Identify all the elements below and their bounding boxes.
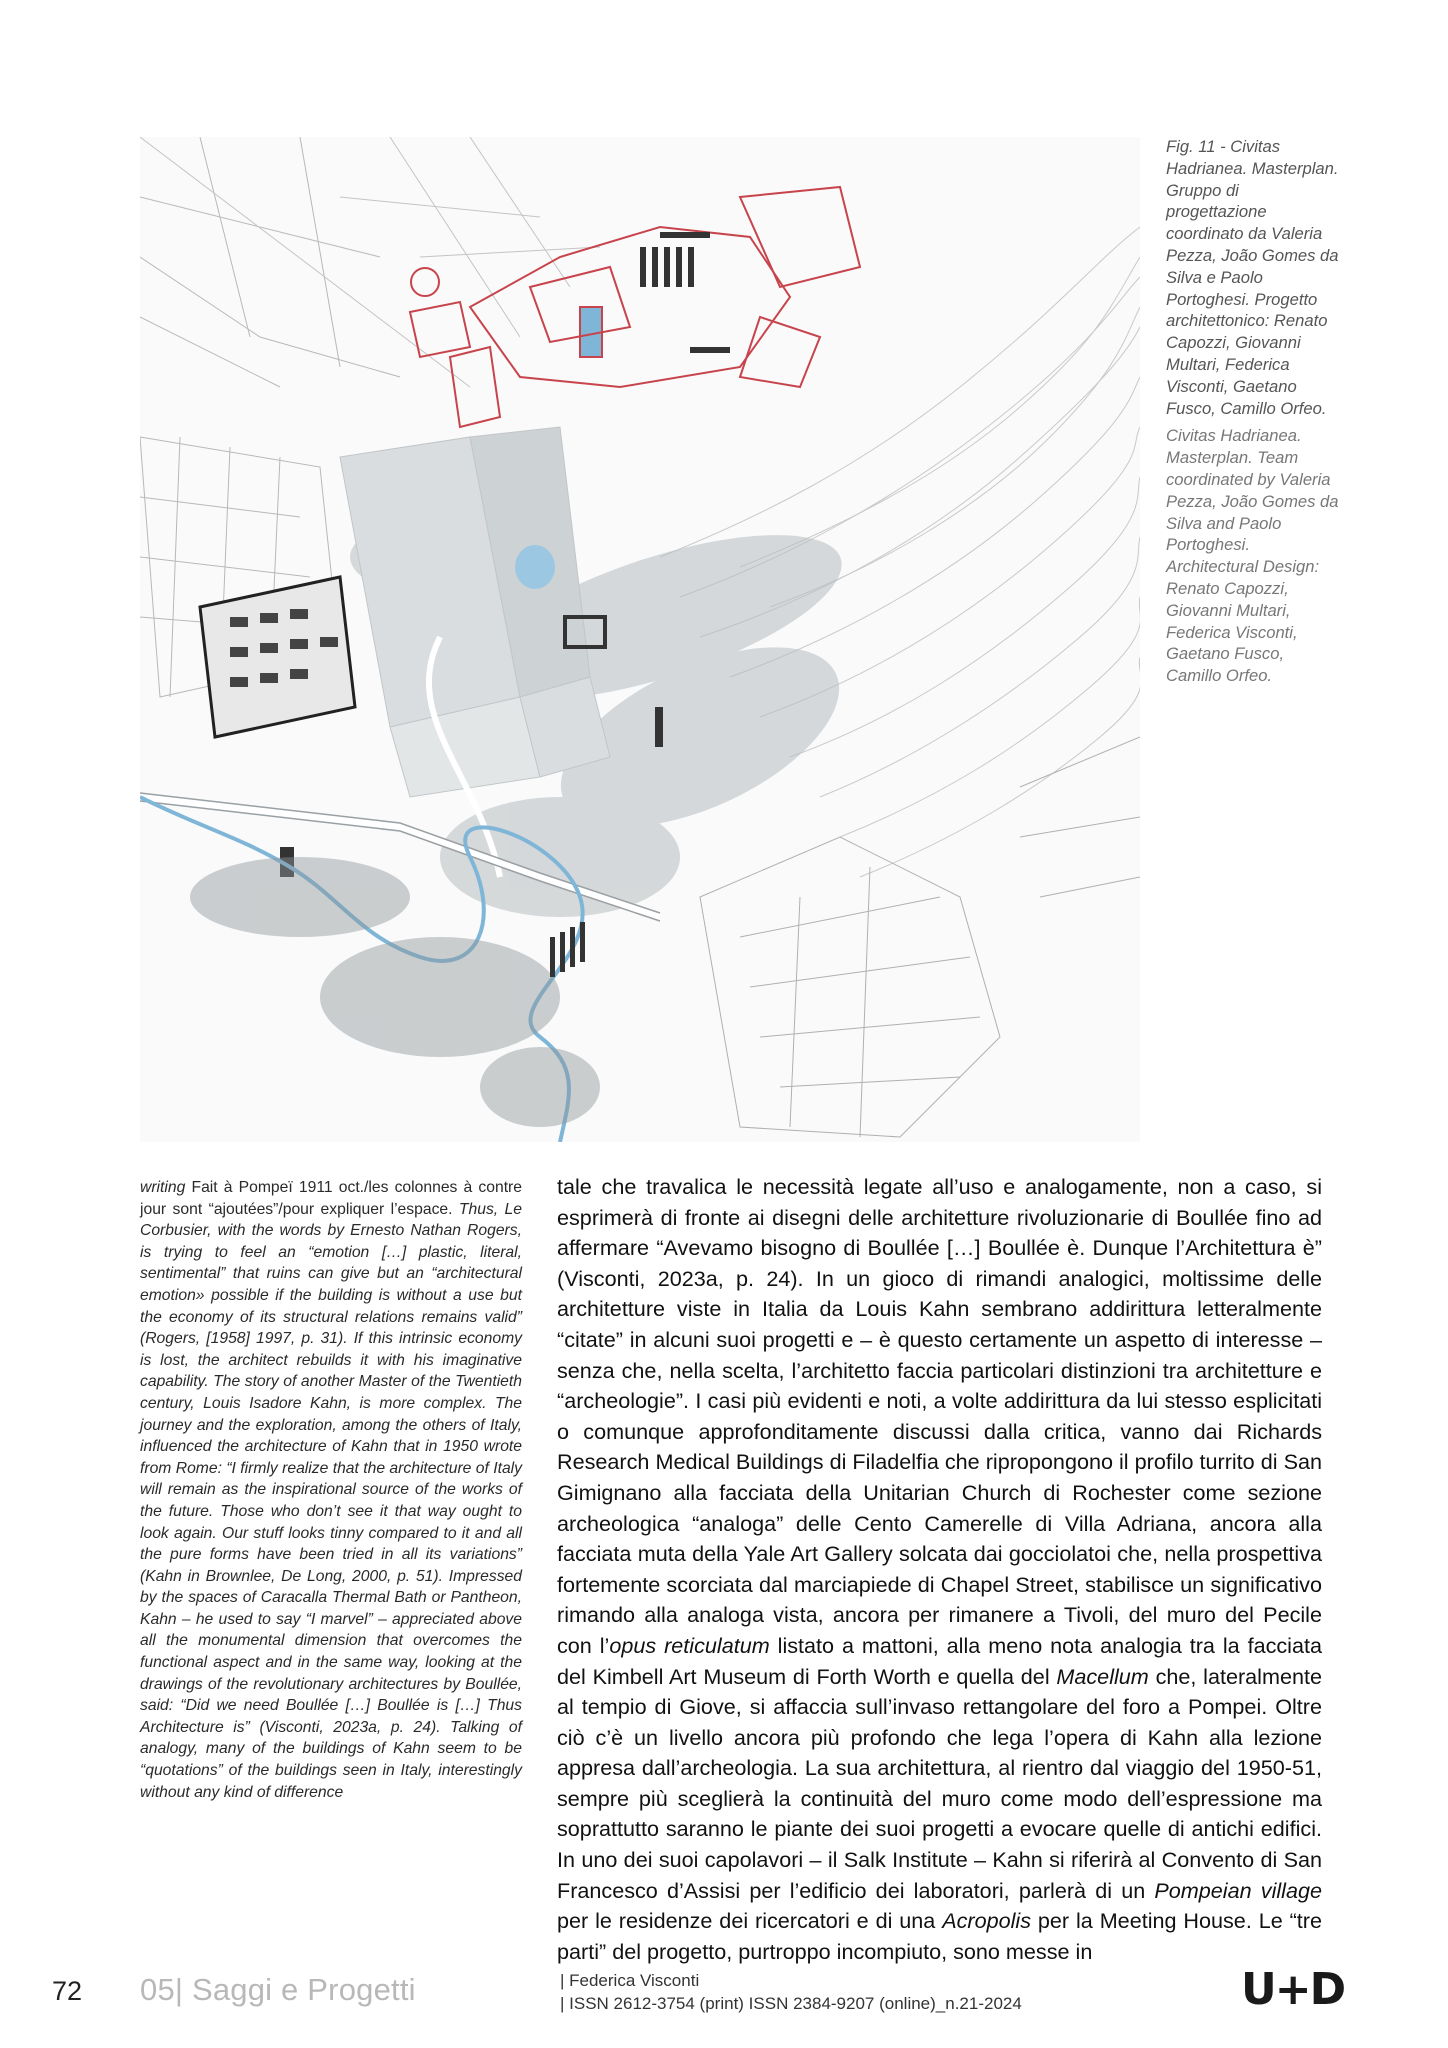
body-segment: tale che travalica le necessità legate all’uso e analogamente, non a caso, si esprimerà di fronte ai disegni delle architetture rivoluzionarie di Boullée fino ad affermare “Avevamo bisogno di Boullée […] Boullée è. Dunque l’Architettura è” (Visconti, 2023a, p. 24). In un gioco di rimandi analogici, moltissime delle architetture viste in Italia da Louis Kahn sembrano addirittura letteralmente “citate” in alcuni suoi progetti e – è questo certamente un aspetto di interesse – senza che, nella scelta, l’architetto faccia particolari distinzioni tra architetture e “archeologie”. I casi più evidenti e noti, a volte addirittura da lui stesso esplicitati o comunque approfonditamente discussi dalla critica, vanno dai Richards Research Medical Buildings di Filadelfia che ripropongono il profilo turrito di San Gimignano alla facciata della Unitarian Church di Rochester come sezione archeologica “analoga” delle Cento Camerelle di Villa Adriana, ancora alla facciata muta della Yale Art Gallery solcata dai gocciolatoi che, nella prospettiva fortemente scorciata dal marciapiede di Chapel Street, stabilisce un significativo rimando alla analoga vista, ancora per rimanere a Tivoli, del muro del Pecile con l’ [557, 1174, 1322, 1658]
body-segment: che, lateralmente al tempio di Giove, si affaccia sull’invaso rettangolare del foro a Pompei. Oltre ciò c’è un livello ancora più profondo che lega l’opera di Kahn alla lezione appresa dall’archeologia. La sua architettura, al rientro dal viaggio del 1950-51, sempre più sceglierà la continuità del muro come modo dell’espressione ma soprattutto saranno le piante dei suoi progetti a evocare quelle di antichi edifici. In uno dei suoi capolavori – il Salk Institute – Kahn si riferirà al Convento di San Francesco d’Assisi per l’edificio dei laboratori, parlerà di un [557, 1663, 1322, 1903]
left-lead-italic: writing [140, 1179, 186, 1196]
body-italic: Pompeian village [1154, 1877, 1323, 1903]
body-segment: listato a mattoni, alla meno nota analogia tra la facciata del Kimbell Art Museum di Forth Worth e quella del [557, 1632, 1322, 1689]
body-italic: Acropolis [942, 1908, 1032, 1934]
left-column-text [140, 1177, 522, 1803]
pond [515, 545, 555, 589]
footer-author: | Federica Visconti [560, 1971, 700, 1990]
page-number: 72 [52, 1976, 83, 2006]
masterplan-drawing [140, 137, 1140, 1142]
body-italic: Macellum [1056, 1663, 1149, 1689]
figure-caption-italian: Fig. 11 - Civitas Hadrianea. Masterplan. Gruppo di progettazione coordinato da Valeria Pezza, João Gomes da Silva e Paolo Portoghesi. Progetto architettonico: Renato Capozzi, Giovanni Multari, Federica Visconti, Gaetano Fusco, Camillo Orfeo. [1166, 137, 1339, 418]
masterplan-map [140, 137, 1140, 1142]
body-segment: per le residenze dei ricercatori e di una [557, 1908, 943, 1934]
figure-caption-english: Civitas Hadrianea. Masterplan. Team coordinated by Valeria Pezza, João Gomes da Silva and Paolo Portoghesi. Architectural Design: Renato Capozzi, Giovanni Multari, Federica Visconti, Gaetano Fusco, Camillo Orfeo. [1166, 426, 1339, 686]
section-title: 05| Saggi e Progetti [140, 1972, 416, 2007]
left-body: Thus, Le Corbusier, with the words by Ernesto Nathan Rogers, is trying to feel an “emotion […] plastic, literal, sentimental” that ruins can give but an “architectural emotion» possible if the building is without a use but the economy of its structural relations remains valid” (Rogers, [1958] 1997, p. 31). If this intrinsic economy is lost, the architect rebuilds it with his imaginative capability. The story of another Master of the Twentieth century, Louis Isadore Kahn, is more complex. The journey and the exploration, among the others of Italy, influenced the architecture of Kahn that in 1950 wrote from Rome: “I firmly realize that the architecture of Italy will remain as the inspirational source of the works of the future. Those who don’t see it that way ought to look again. Our stuff looks tinny compared to it and all the pure forms have been tried in all its variations” (Kahn in Brownlee, De Long, 2000, p. 51). Impressed by the spaces of Caracalla Thermal Bath or Pantheon, Kahn – he used to say “I marvel” – appreciated above all the monumental dimension that overcomes the functional aspect and in the same way, looking at the drawings of the revolutionary architectures by Boullée, said: “Did we need Boullée […] Boullée is […] Thus Architecture is” (Visconti, 2023a, p. 24). Talking of analogy, many of the buildings of Kahn seem to be “quotations” of the buildings seen in Italy, interestingly without any kind of difference [140, 1200, 522, 1801]
residential-blocks [200, 577, 355, 737]
body-italic: opus reticulatum [609, 1632, 770, 1658]
figure-caption [1166, 136, 1341, 687]
body-segment: per la Meeting House. Le “tre parti” del progetto, purtroppo incompiuto, sono messe in [557, 1908, 1323, 1964]
left-lead-quote: Fait à Pompeï 1911 oct./les colonnes à contre jour sont “ajoutées”/pour expliquer l’espace. [140, 1179, 522, 1218]
journal-logo: U+D [1241, 1964, 1345, 2015]
main-body-text [557, 1172, 1322, 1967]
footer-issn: | ISSN 2612-3754 (print) ISSN 2384-9207 (online)_n.21-2024 [560, 1994, 1022, 2013]
footer-credits [560, 1969, 1022, 2015]
